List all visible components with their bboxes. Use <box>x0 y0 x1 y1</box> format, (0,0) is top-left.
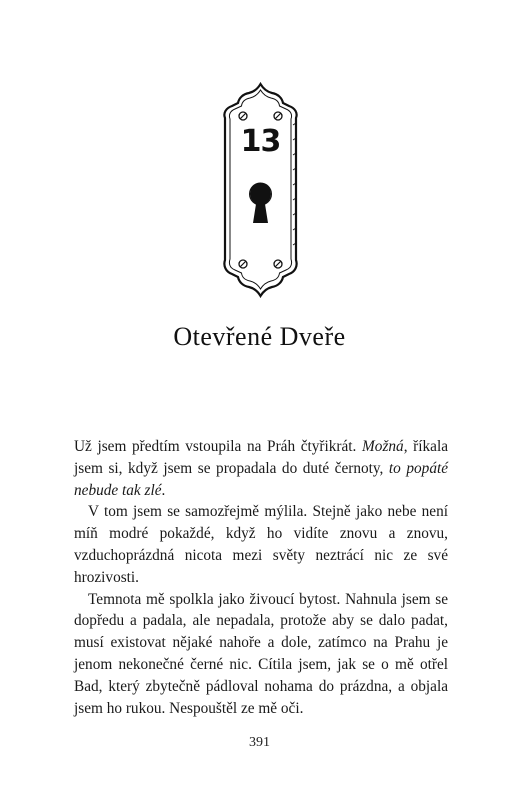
keyhole-plate-icon <box>213 80 308 300</box>
paragraph <box>74 436 448 501</box>
paragraph-text: V tom jsem se samozřejmě mýlila. Stejně jako nebe není míň modré pokaždé, když ho vidíte znovu a znovu, vzduchoprázdná nicota mezi světy neztrácí nic ze své hrozivosti. <box>74 503 448 586</box>
chapter-body <box>74 436 448 719</box>
paragraph-text: . <box>161 481 166 499</box>
paragraph <box>74 589 448 720</box>
plate-number: 13 <box>240 124 281 159</box>
italic-text: Možná <box>362 438 404 455</box>
paragraph-text: Už jsem předtím vstoupila na Práh čtyřikrát. <box>74 438 363 455</box>
paragraph <box>74 501 448 588</box>
page-number: 391 <box>249 735 270 750</box>
italic-text: to popáté nebude tak zlé <box>74 459 449 499</box>
chapter-title: Otevřené Dveře <box>173 322 346 351</box>
paragraph-text: , říkala jsem si, když jsem se propadala do duté černoty, <box>74 438 448 477</box>
paragraph-text: Temnota mě spolkla jako živoucí bytost. Nahnula jsem se dopředu a padala, ale nepadala, protože aby se dalo padat, musí existovat nějaké nahoře a dole, zatímco na Prahu je jenom nekonečné černé nic. Cítila jsem, jak se o mě otřel Bad, který zbytečně pádloval nohama do prázdna, a objala jsem ho rukou. Nespouštěl ze mě oči. <box>74 590 448 717</box>
